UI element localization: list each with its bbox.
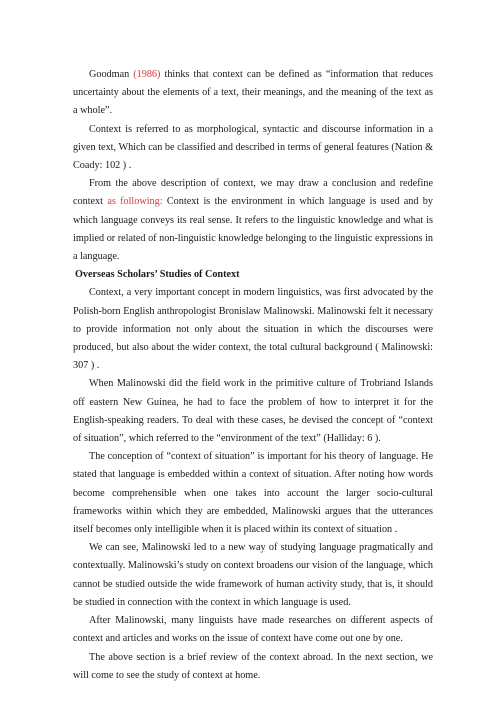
paragraph-text: Context is the environment in which language is used and by which language conveys its real sense. It refers to the linguistic knowledge and what is implied or related of non-linguistic knowledge belonging to the linguistic expressions in a language.	[73, 196, 433, 263]
paragraph-after-malinowski: After Malinowski, many linguists have made researches on different aspects of context and articles and works on the issue of context have come out one by one.	[73, 615, 433, 645]
paragraph-goodman-definition	[73, 66, 433, 121]
paragraph-malinowski-intro: Context, a very important concept in modern linguistics, was first advocated by the Polish-born English anthropologist Bronislaw Malinowski. Malinowski felt it necessary to provide information not only about the situation in which the discourses were produced, but also about the wider context, the total cultural background ( Malinowski: 307 ) .	[73, 287, 433, 372]
highlighted-phrase: as following:	[107, 196, 163, 208]
citation-year: (1986)	[133, 69, 161, 80]
paragraph-text: thinks that context can be defined as “information that reduces uncertainty about the elements of a text, their meanings, and the meaning of the text as a whole”.	[73, 69, 433, 117]
paragraph-section-summary: The above section is a brief review of the context abroad. In the next section, we will come to see the study of context at home.	[73, 651, 433, 681]
paragraph-text: From the above description of context, we may draw a conclusion and redefine context	[73, 178, 433, 208]
paragraph-context-description: Context is referred to as morphological, syntactic and discourse information in a given text, Which can be classified and described in terms of general features (Nation & Coady: 102 ) .	[73, 123, 433, 172]
section-heading: Overseas Scholars’ Studies of Context	[75, 269, 240, 281]
paragraph-trobriand-fieldwork: When Malinowski did the field work in the primitive culture of Trobriand Islands off eastern New Guinea, he had to face the problem of how to interpret it for the English-speaking readers. To deal with these cases, he devised the concept of “context of situation”, which referred to the “environment of the text” (Halliday: 6 ).	[73, 378, 433, 445]
paragraph-text: Goodman	[89, 69, 134, 80]
document-body	[73, 66, 433, 685]
paragraph-pragmatic-study: We can see, Malinowski led to a new way of studying language pragmatically and contextually. Malinowski’s study on context broadens our vision of the language, which cannot be studied outside the wide framework of human activity study, that is, it should be studied in connection with the context in which language is used.	[73, 542, 433, 608]
paragraph-context-of-situation: The conception of “context of situation” is important for his theory of language. He stated that language is embedded within a context of situation. After noting how words become comprehensible when one takes into account the larger socio-cultural frameworks within which they are embedded, Malinowski argues that the utterances itself becomes only intelligible when it is placed within its context of situation .	[73, 451, 433, 536]
paragraph-context-redefinition	[73, 175, 433, 266]
